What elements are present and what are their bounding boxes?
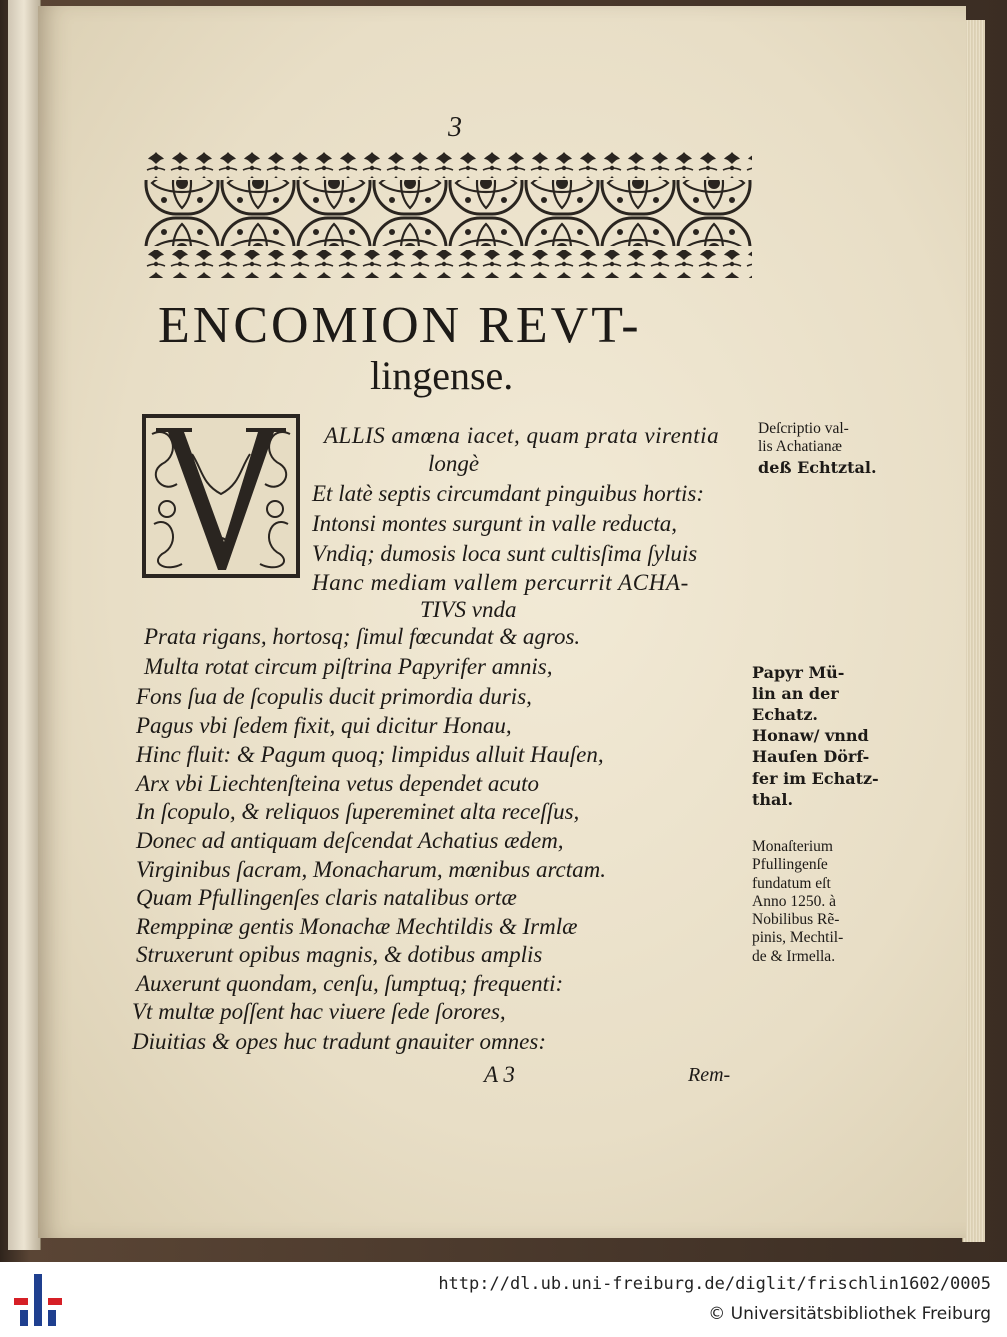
margin-note-line: Pfullingenſe [752, 856, 828, 874]
margin-note-line: de & Irmella. [752, 947, 836, 965]
verse-line: In ſcopulo, & reliquos ſupereminet alta receſſus, [136, 799, 580, 824]
verse-line: Intonsi montes surgunt in valle reducta, [312, 511, 677, 536]
verse-line: Fons ſua de ſcopulis ducit primordia duris, [136, 684, 532, 709]
verse-line: Multa rotat circum piſtrina Papyrifer amnis, [144, 654, 553, 679]
verse-line: Hanc mediam vallem percurrit ACHA- [312, 570, 689, 595]
margin-note-line: Papyr Mü- [752, 663, 845, 682]
margin-note-line: Deſcriptio val- [758, 420, 849, 437]
ornamental-headpiece [144, 150, 752, 278]
page-number: 3 [448, 112, 462, 143]
verse-line: Pagus vbi ſedem fixit, qui dicitur Honau, [136, 713, 512, 738]
margin-note-line: lin an der [752, 684, 839, 704]
page-title: ENCOMION REVT- [158, 297, 642, 354]
permalink-url[interactable]: http://dl.ub.uni-freiburg.de/diglit/frischlin1602/0005 [438, 1274, 991, 1294]
copyright-notice: © Universitätsbibliothek Freiburg [708, 1304, 991, 1324]
margin-note-description [758, 420, 877, 478]
verse-line: Prata rigans, hortosq; ſimul fœcundat & agros. [144, 624, 581, 649]
verse-line: Arx vbi Liechtenſteina vetus dependet acuto [136, 771, 540, 796]
margin-note-monastery [752, 838, 843, 966]
signature-mark: A 3 [484, 1062, 515, 1087]
verse-line: Vndiq; dumosis loca sunt cultisſima ſyluis [312, 541, 698, 566]
margin-note-line: lis Achatianæ [758, 438, 842, 456]
verse-line: Remppinæ gentis Monachæ Mechtildis & Irmlæ [136, 914, 578, 939]
left-page-edge [8, 0, 41, 1250]
verse-line: Auxerunt quondam, cenſu, ſumptuq; frequenti: [136, 971, 564, 996]
margin-note-line: Honaw/ vnnd [752, 726, 869, 746]
page-title-continuation: lingense. [370, 353, 514, 398]
verse-line: Vt multæ poſſent hac viuere ſede ſorores, [132, 999, 506, 1024]
verse-line: Hinc fluit: & Pagum quoq; limpidus alluit Hauſen, [136, 742, 604, 767]
verse-line: Quam Pfullingenſes claris natalibus ortæ [136, 885, 517, 910]
margin-note-line: fer im Echatz- [752, 768, 879, 788]
verse-line: Et latè septis circumdant pinguibus hortis: [312, 481, 705, 506]
margin-note-line: pinis, Mechtil- [752, 929, 844, 947]
verse-line: longè [428, 451, 480, 476]
verse-line: Virginibus ſacram, Monacharum, mœnibus arctam. [136, 857, 606, 882]
library-footer [0, 1262, 1007, 1337]
verse-line: TIVS vnda [420, 597, 517, 622]
margin-note-line: Nobilibus Rẽ- [752, 911, 840, 929]
margin-note-line: Monaſterium [752, 838, 833, 855]
catchword: Rem- [688, 1064, 731, 1086]
decorated-initial-v [142, 414, 300, 578]
margin-note-line: thal. [752, 789, 794, 809]
margin-note-line: fundatum eſt [752, 874, 831, 892]
margin-note-line: Hauſen Dörf- [752, 747, 870, 767]
margin-note-line: Anno 1250. à [752, 892, 836, 910]
university-library-logo-icon [12, 1272, 64, 1328]
verse-line: Donec ad antiquam deſcendat Achatius ædem, [136, 828, 564, 853]
verse-line: Struxerunt opibus magnis, & dotibus amplis [136, 942, 543, 967]
verse-line: ALLIS amœna iacet, quam prata virentia [324, 423, 720, 448]
margin-note-line: Echatz. [752, 705, 818, 725]
margin-note-line: deß Echtztal. [758, 457, 877, 477]
margin-note-paper-mill [752, 662, 879, 810]
verse-line: Diuitias & opes huc tradunt gnauiter omnes: [132, 1029, 546, 1054]
